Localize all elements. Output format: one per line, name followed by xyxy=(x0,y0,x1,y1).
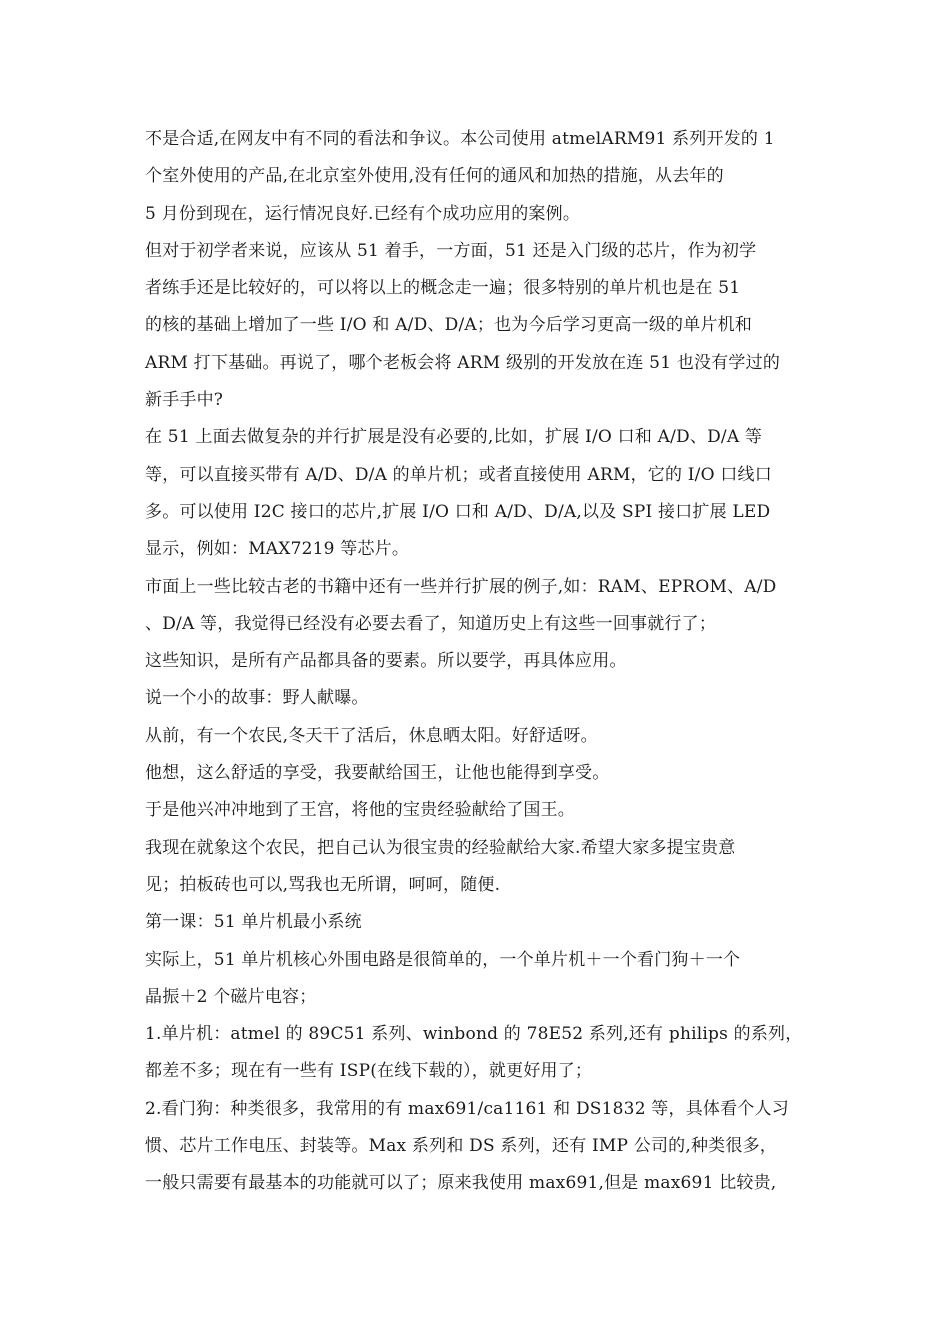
text-line: 多。可以使用 I2C 接口的芯片,扩展 I/O 口和 A/D、D/A,以及 SPI 接口扩展 LED xyxy=(145,501,771,522)
text-line: 一般只需要有最基本的功能就可以了；原来我使用 max691,但是 max691 比较贵, xyxy=(145,1173,777,1194)
text-line: 见；拍板砖也可以,骂我也无所谓，呵呵，随便. xyxy=(145,874,501,895)
text-line: 新手手中? xyxy=(145,390,224,411)
list-item-line: 1.单片机：atmel 的 89C51 系列、winbond 的 78E52 系列,还有 philips 的系列， xyxy=(145,1024,803,1045)
text-line: 等，可以直接买带有 A/D、D/A 的单片机；或者直接使用 ARM，它的 I/O 口线口 xyxy=(145,464,772,485)
text-line: 于是他兴冲冲地到了王宫，将他的宝贵经验献给了国王。 xyxy=(145,800,575,821)
text-line: 都差不多；现在有一些有 ISP(在线下载的），就更好用了； xyxy=(145,1061,593,1082)
text-line: 5 月份到现在，运行情况良好.已经有个成功应用的案例。 xyxy=(145,203,581,224)
text-line: 者练手还是比较好的，可以将以上的概念走一遍；很多特别的单片机也是在 51 xyxy=(145,278,741,299)
text-line: 这些知识，是所有产品都具备的要素。所以要学，再具体应用。 xyxy=(145,651,627,672)
text-line: 实际上，51 单片机核心外围电路是很简单的，一个单片机＋一个看门狗＋一个 xyxy=(145,949,741,970)
text-line: 说一个小的故事：野人献曝。 xyxy=(145,688,369,709)
text-line: 不是合适,在网友中有不同的看法和争议。本公司使用 atmelARM91 系列开发的 1 xyxy=(145,129,775,149)
document-body xyxy=(145,121,810,1203)
text-line: 惯、芯片工作电压、封装等。Max 系列和 DS 系列，还有 IMP 公司的,种类很多， xyxy=(145,1136,777,1157)
text-line: 我现在就象这个农民，把自己认为很宝贵的经验献给大家.希望大家多提宝贵意 xyxy=(145,837,736,858)
text-line: 但对于初学者来说，应该从 51 着手，一方面，51 还是入门级的芯片，作为初学 xyxy=(145,240,757,261)
text-line: 他想，这么舒适的享受，我要献给国王，让他也能得到享受。 xyxy=(145,763,610,784)
text-line: 个室外使用的产品,在北京室外使用,没有任何的通风和加热的措施，从去年的 xyxy=(145,166,724,187)
text-line: ARM 打下基础。再说了，哪个老板会将 ARM 级别的开发放在连 51 也没有学过的 xyxy=(145,352,781,373)
text-line: 市面上一些比较古老的书籍中还有一些并行扩展的例子,如：RAM、EPROM、A/D xyxy=(145,576,777,597)
text-line: 从前，有一个农民,冬天干了活后，休息晒太阳。好舒适呀。 xyxy=(145,725,598,746)
text-line: 的核的基础上增加了一些 I/O 和 A/D、D/A；也为今后学习更高一级的单片机和 xyxy=(145,315,753,336)
text-line: 晶振＋2 个磁片电容； xyxy=(145,986,317,1007)
list-item-line: 2.看门狗：种类很多，我常用的有 max691/ca1161 和 DS1832 等，具体看个人习 xyxy=(145,1098,789,1119)
text-line: 、D/A 等，我觉得已经没有必要去看了，知道历史上有这些一回事就行了； xyxy=(145,613,717,634)
text-line: 显示，例如：MAX7219 等芯片。 xyxy=(145,539,410,560)
lesson-heading: 第一课：51 单片机最小系统 xyxy=(145,912,362,933)
text-line: 在 51 上面去做复杂的并行扩展是没有必要的,比如，扩展 I/O 口和 A/D、D/A 等 xyxy=(145,427,763,448)
